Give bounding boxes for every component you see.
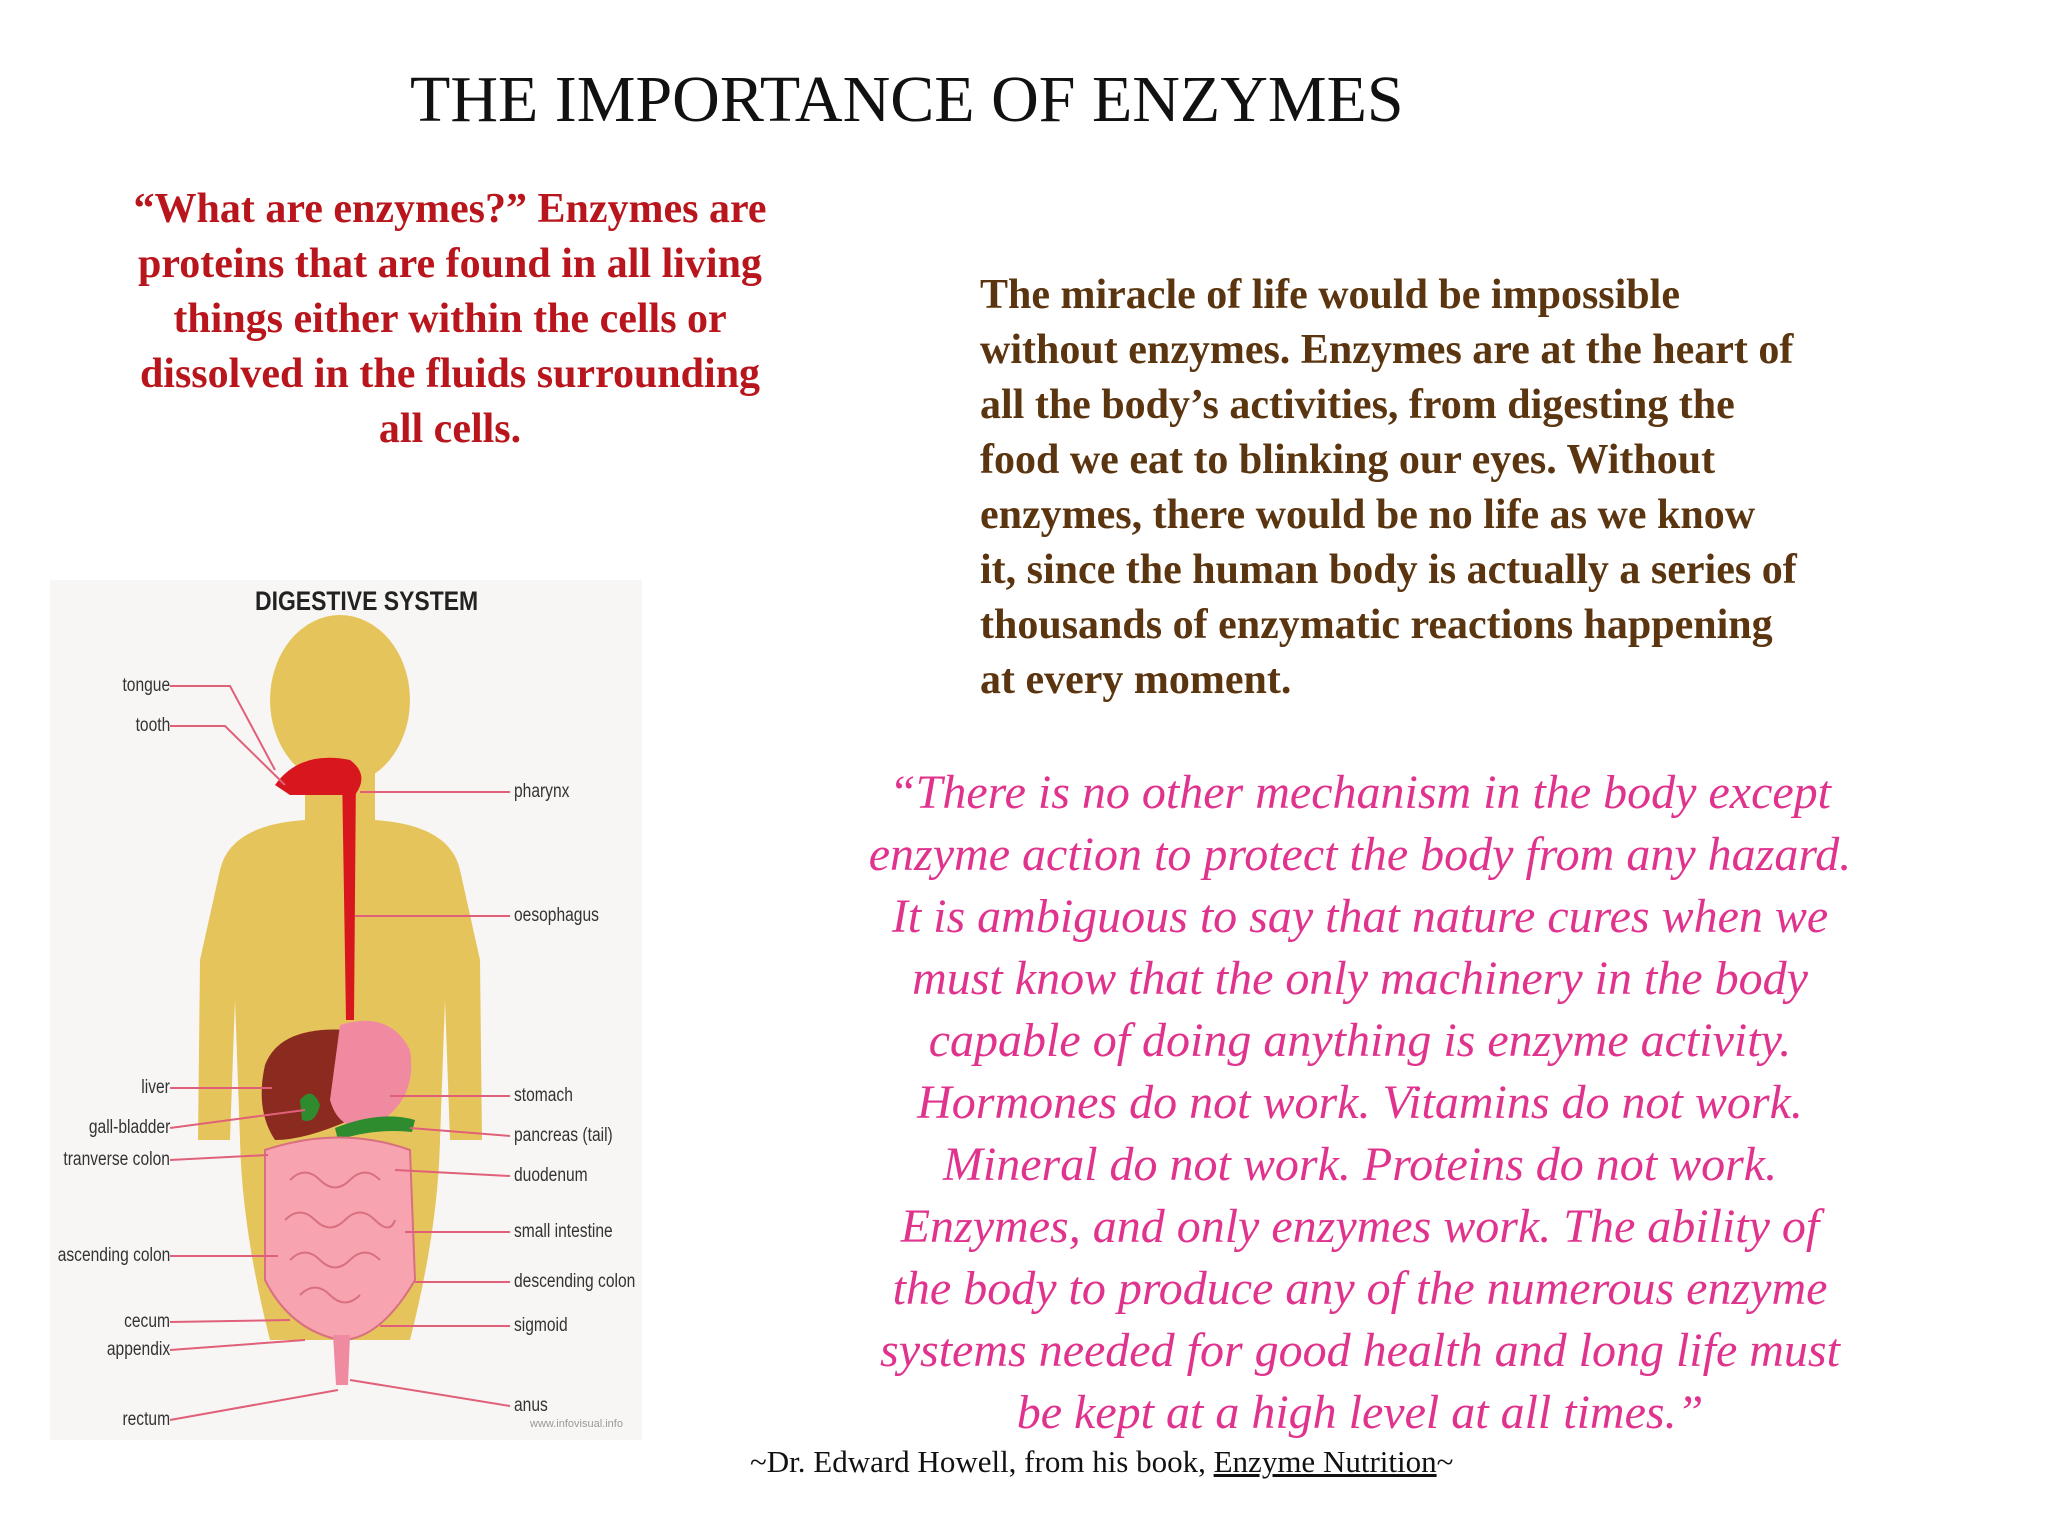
label-oesophagus: oesophagus — [514, 905, 599, 926]
page-title: THE IMPORTANCE OF ENZYMES — [410, 63, 1404, 136]
intro-line: dissolved in the fluids surrounding — [139, 351, 761, 397]
label-rectum: rectum — [122, 1409, 170, 1430]
miracle-line: food we eat to blinking our eyes. Without — [980, 437, 1716, 483]
quote-line: the body to produce any of the numerous enzyme — [892, 1262, 1828, 1315]
miracle-paragraph — [980, 268, 1980, 708]
miracle-line: without enzymes. Enzymes are at the heart of — [980, 327, 1794, 373]
citation-prefix: ~Dr. Edward Howell, from his book, — [750, 1444, 1214, 1479]
miracle-line: all the body’s activities, from digesting the — [980, 382, 1735, 428]
label-pancreas: pancreas (tail) — [514, 1125, 613, 1146]
intro-line: all cells. — [378, 406, 522, 452]
label-tooth: tooth — [135, 715, 170, 736]
digestive-system-diagram — [50, 580, 642, 1440]
miracle-line: enzymes, there would be no life as we know — [980, 492, 1756, 538]
label-duodenum: duodenum — [514, 1165, 588, 1186]
miracle-line: thousands of enzymatic reactions happening — [980, 602, 1773, 648]
miracle-line: The miracle of life would be impossible — [980, 272, 1680, 318]
quote-line: Mineral do not work. Proteins do not work. — [942, 1138, 1778, 1191]
label-stomach: stomach — [514, 1085, 573, 1106]
label-descending-colon: descending colon — [514, 1271, 636, 1292]
quote-line: “There is no other mechanism in the body except — [888, 766, 1832, 819]
citation-book-title: Enzyme Nutrition — [1213, 1444, 1437, 1479]
quote-citation — [750, 1444, 1850, 1480]
label-anus: anus — [514, 1395, 548, 1416]
quote-line: systems needed for good health and long life must — [880, 1324, 1840, 1377]
diagram-title: DIGESTIVE SYSTEM — [255, 586, 479, 616]
label-small-intestine: small intestine — [514, 1221, 613, 1242]
intro-line: proteins that are found in all living — [138, 241, 762, 287]
quote-line: Enzymes, and only enzymes work. The ability of — [900, 1200, 1820, 1253]
diagram-watermark: www.infovisual.info — [530, 1418, 623, 1430]
quote-line: Hormones do not work. Vitamins do not work. — [917, 1076, 1803, 1129]
citation-suffix: ~ — [1436, 1444, 1454, 1479]
quote-line: must know that the only machinery in the body — [912, 952, 1808, 1005]
miracle-line: at every moment. — [980, 657, 1292, 703]
intro-line: things either within the cells or — [173, 296, 727, 342]
quote-line: It is ambiguous to say that nature cures when we — [891, 890, 1829, 943]
intro-line: “What are enzymes?” Enzymes are — [133, 186, 767, 232]
label-liver: liver — [141, 1077, 170, 1098]
label-appendix: appendix — [106, 1339, 170, 1360]
label-pharynx: pharynx — [514, 781, 570, 802]
quote-line: enzyme action to protect the body from any hazard. — [868, 828, 1852, 881]
label-sigmoid: sigmoid — [514, 1315, 568, 1336]
rectum-shape — [333, 1335, 350, 1385]
label-gall-bladder: gall-bladder — [88, 1117, 170, 1138]
intestines-shape — [265, 1138, 415, 1341]
label-tongue: tongue — [122, 675, 170, 696]
quote-line: capable of doing anything is enzyme activity. — [928, 1014, 1792, 1067]
label-cecum: cecum — [124, 1311, 170, 1332]
label-ascending-colon: ascending colon — [57, 1245, 170, 1266]
intro-paragraph — [70, 182, 830, 457]
howell-quote — [740, 762, 1980, 1444]
label-transverse-colon: tranverse colon — [63, 1149, 170, 1170]
miracle-line: it, since the human body is actually a series of — [980, 547, 1797, 593]
quote-line: be kept at a high level at all times.” — [1016, 1386, 1704, 1439]
